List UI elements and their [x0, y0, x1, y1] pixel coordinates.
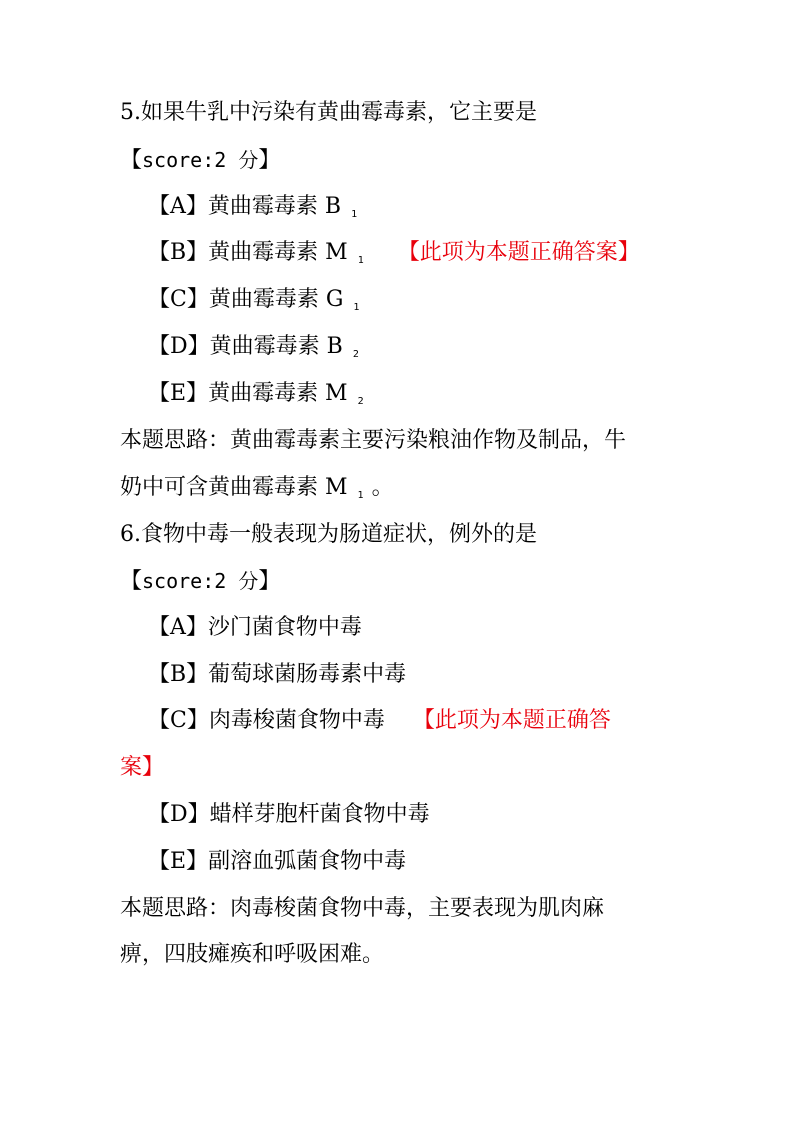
option-subscript: 1: [351, 209, 358, 220]
option-subscript: 2: [352, 349, 359, 360]
q6-score: [120, 566, 280, 597]
q6-option-d: [148, 800, 430, 830]
explanation-text: 奶中可含黄曲霉毒素 M: [120, 475, 348, 500]
q5-score: [120, 145, 280, 176]
q6-stem-text: 6.食物中毒一般表现为肠道症状，例外的是: [120, 522, 537, 547]
q6-explanation-line1: [120, 894, 604, 924]
q6-option-e: [148, 847, 406, 877]
option-text: 沙门菌食物中毒: [207, 615, 362, 640]
option-subscript: 2: [357, 396, 364, 407]
score-close-bracket: 】: [258, 569, 281, 594]
q5-score-text: score:2 分: [142, 148, 259, 172]
option-text: 黄曲霉毒素 G: [208, 287, 344, 312]
option-text: 黄曲霉毒素 M: [208, 240, 348, 265]
q5-explanation-line2: [120, 473, 394, 511]
q6-stem: [120, 520, 537, 550]
option-letter: 【C】: [148, 287, 209, 312]
q5-option-a: [148, 192, 357, 230]
option-text: 黄曲霉毒素 B: [207, 194, 342, 219]
q6-option-a: [148, 613, 362, 643]
option-text: 副溶血弧菌食物中毒: [208, 849, 407, 874]
option-letter: 【E】: [148, 381, 209, 406]
q5-option-e: [148, 379, 364, 417]
score-close-bracket: 】: [258, 148, 281, 173]
option-letter: 【A】: [148, 615, 208, 640]
option-letter: 【D】: [148, 334, 210, 359]
option-subscript: 1: [357, 255, 364, 266]
option-letter: 【C】: [148, 708, 209, 733]
q6-score-text: score:2 分: [142, 569, 259, 593]
explanation-text: 本题思路：肉毒梭菌食物中毒，主要表现为肌肉麻: [120, 896, 605, 921]
option-text: 葡萄球菌肠毒素中毒: [208, 662, 407, 687]
explanation-period: 。: [371, 475, 394, 500]
explanation-text: 痹，四肢瘫痪和呼吸困难。: [120, 942, 385, 967]
score-open-bracket: 【: [120, 148, 143, 173]
q5-explanation-line1: [120, 426, 626, 456]
option-letter: 【B】: [148, 240, 209, 265]
correct-answer-marker: 【此项为本题正确答: [412, 708, 611, 733]
q6-option-b: [148, 660, 406, 690]
explanation-subscript: 1: [357, 490, 364, 501]
correct-answer-marker-continued: 案】: [120, 755, 165, 780]
q5-stem: [120, 98, 537, 128]
option-text: 黄曲霉毒素 M: [208, 381, 348, 406]
q6-answer-continued: [120, 753, 164, 783]
q6-option-c: [148, 706, 611, 736]
option-text: 黄曲霉毒素 B: [209, 334, 343, 359]
q5-option-c: [148, 285, 359, 323]
correct-answer-marker: 【此项为本题正确答案】: [397, 240, 640, 265]
option-letter: 【A】: [148, 194, 208, 219]
option-letter: 【E】: [148, 849, 209, 874]
score-open-bracket: 【: [120, 569, 143, 594]
q5-option-b: [148, 238, 640, 276]
explanation-text: 本题思路：黄曲霉毒素主要污染粮油作物及制品，牛: [120, 428, 627, 453]
option-letter: 【B】: [148, 662, 209, 687]
q5-option-d: [148, 332, 359, 370]
q6-explanation-line2: [120, 940, 384, 970]
option-text: 肉毒梭菌食物中毒: [208, 708, 385, 733]
option-letter: 【D】: [148, 802, 210, 827]
option-subscript: 1: [353, 302, 360, 313]
option-text: 蜡样芽胞杆菌食物中毒: [209, 802, 430, 827]
q5-stem-text: 5.如果牛乳中污染有黄曲霉毒素，它主要是: [120, 100, 537, 125]
